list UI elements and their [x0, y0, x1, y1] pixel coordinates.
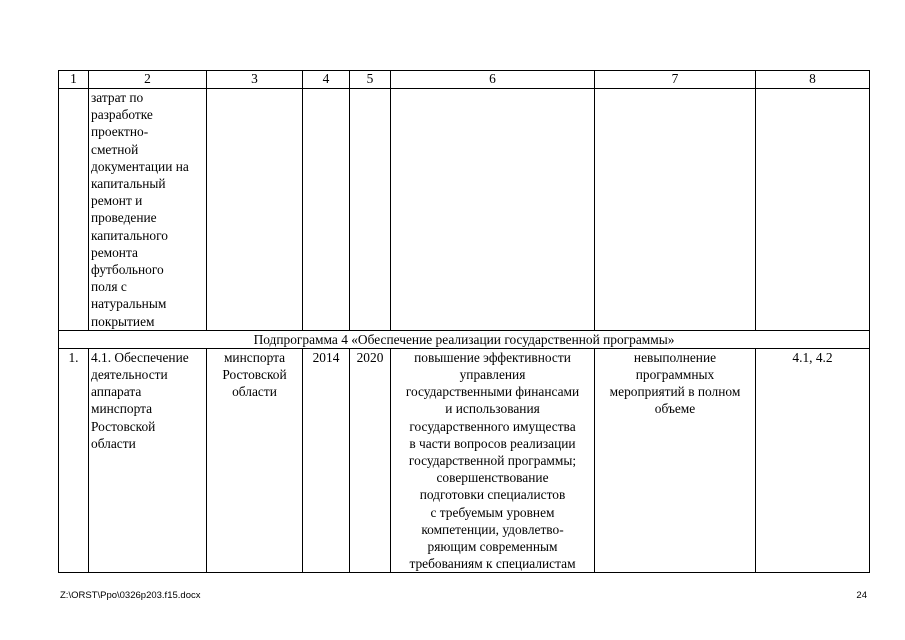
text-line: Ростовской [222, 367, 287, 383]
text-line: невыполнение [633, 349, 717, 365]
row-number: 1. [59, 348, 89, 573]
text-line: мероприятий в полном [609, 384, 741, 400]
text-line: Ростовской [91, 418, 156, 434]
text-line: повышение эффективности [414, 349, 571, 365]
table-row-continuation [59, 89, 870, 331]
header-col-6: 6 [391, 71, 595, 89]
text-line: натуральным [91, 296, 167, 312]
subprogram-row [59, 330, 870, 348]
text-line: проведение [91, 210, 157, 226]
text-line: области [232, 384, 277, 400]
text-line: проектно- [91, 124, 149, 140]
cell-empty [350, 89, 391, 331]
text-line: объеме [654, 401, 696, 417]
subprogram-title: Подпрограмма 4 «Обеспечение реализации государственной программы» [59, 330, 870, 348]
event-name-cell [89, 348, 207, 573]
text-line: компетенции, удовлетво- [421, 521, 564, 537]
text-line: 4.1. Обеспечение [91, 349, 189, 365]
text-line: ремонта [91, 244, 138, 260]
text-line: управления [459, 367, 526, 383]
cell-empty [59, 89, 89, 331]
cell-empty [595, 89, 756, 331]
header-col-1: 1 [59, 71, 89, 89]
text-line: поля с [91, 279, 127, 295]
text-line: минспорта [91, 401, 153, 417]
header-col-3: 3 [207, 71, 303, 89]
text-line: области [91, 435, 136, 451]
text-line: совершенствование [436, 470, 549, 486]
text-line: разработке [91, 107, 153, 123]
text-line: покрытием [91, 313, 155, 329]
text-line: аппарата [91, 384, 142, 400]
cell-empty [391, 89, 595, 331]
start-year-cell: 2014 [303, 348, 350, 573]
end-year-cell: 2020 [350, 348, 391, 573]
text-line: требованиям к специалистам [409, 556, 576, 572]
text-line: сметной [91, 141, 139, 157]
text-line: футбольного [91, 262, 164, 278]
text-line: деятельности [91, 367, 168, 383]
header-col-2: 2 [89, 71, 207, 89]
expected-result-cell [391, 348, 595, 573]
text-line: с требуемым уровнем [430, 504, 555, 520]
executor-cell [207, 348, 303, 573]
text-line: подготовки специалистов [419, 487, 566, 503]
table-header-row [59, 71, 870, 89]
page-number: 24 [856, 590, 867, 601]
cell-empty [756, 89, 870, 331]
indicators-cell: 4.1, 4.2 [756, 348, 870, 573]
text-line: государственными финансами [405, 384, 580, 400]
text-line: в части вопросов реализации [409, 435, 576, 451]
header-col-5: 5 [350, 71, 391, 89]
text-line: и использования [445, 401, 540, 417]
text-line: минспорта [223, 349, 286, 365]
continuation-description-cell [89, 89, 207, 331]
text-line: документации на [91, 158, 189, 174]
text-line: государственной программы; [408, 453, 577, 469]
text-line: программных [635, 367, 715, 383]
text-line: ремонт и [91, 193, 143, 209]
header-col-8: 8 [756, 71, 870, 89]
text-line: капитального [91, 227, 168, 243]
cell-empty [207, 89, 303, 331]
footer-file-path: Z:\ORST\Ppo\0326p203.f15.docx [60, 590, 201, 601]
text-line: затрат по [91, 90, 144, 105]
header-col-4: 4 [303, 71, 350, 89]
text-line: государственного имущества [409, 418, 576, 434]
table-row [59, 348, 870, 573]
text-line: ряющим современным [427, 539, 558, 555]
header-col-7: 7 [595, 71, 756, 89]
text-line: капитальный [91, 176, 166, 192]
cell-empty [303, 89, 350, 331]
consequences-cell [595, 348, 756, 573]
document-table [58, 70, 870, 573]
